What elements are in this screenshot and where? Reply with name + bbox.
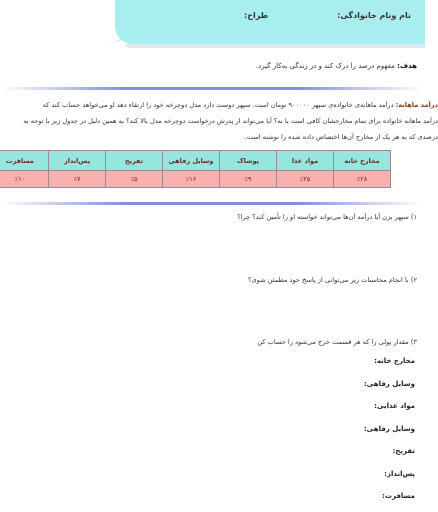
question-2: ۲) با انجام محاسبات زیر می‌توانی از پاسخ خود مطمئن شوی؟ xyxy=(248,276,417,284)
section-divider-top xyxy=(0,87,423,90)
table-value-cell: ٪۹ xyxy=(220,171,277,188)
table-header-cell: تفریح xyxy=(106,151,163,171)
expense-list xyxy=(215,354,415,512)
table-header-cell: پس‌انداز xyxy=(49,151,106,171)
goal-label: هدف: xyxy=(397,62,417,70)
expense-item: وسایل رفاهی: xyxy=(363,424,415,433)
paragraph-line-3: درصدی که به هر یک از مخارج آن‌ها اختصاص داده شده را نوشته است. xyxy=(244,133,438,141)
header-shadow xyxy=(125,44,425,48)
goal-line xyxy=(256,62,417,70)
paragraph-text-1: درآمد ماهانه‌ی خانواده‌ی سپهر ۹۰۰۰۰۰ تومان است. سپهر دوست دارد مدل دوچرخه خود را ارتقاء دهد او می‌خواهد حساب کند که xyxy=(42,101,394,109)
expense-item: پس‌انداز: xyxy=(384,469,415,478)
header-band xyxy=(115,0,425,44)
expense-item: مسافرت: xyxy=(382,492,415,500)
expense-item: مواد غذایی: xyxy=(374,402,415,410)
paragraph-heading: درآمد ماهانه: xyxy=(395,101,438,109)
table-value-cell: ٪۲۸ xyxy=(334,171,391,188)
table-value-cell: ٪۲۵ xyxy=(277,171,334,188)
designer-label: طراح: xyxy=(244,11,269,20)
question-1: ۱) سپهر بزن آیا درآمد آن‌ها می‌تواند خواسته او را تأمین کند؟ چرا؟ xyxy=(237,213,417,221)
table-header-cell: مواد غذا xyxy=(277,151,334,171)
table-value-cell: ٪۱۶ xyxy=(163,171,220,188)
section-divider-bottom xyxy=(0,202,423,205)
table-header-cell: وسایل رفاهی xyxy=(163,151,220,171)
table-header-row xyxy=(0,151,391,171)
paragraph-line-1 xyxy=(0,97,438,113)
question-3: ۳) مقدار پولی را که هر قسمت خرج می‌شود را حساب کن xyxy=(257,338,417,346)
goal-text: مفهوم درصد را درک کند و در زندگی به‌کار گیرد. xyxy=(255,62,395,70)
name-label: نام ونام خانوادگی: xyxy=(337,11,411,20)
budget-table xyxy=(0,150,391,188)
table-header-cell: مخارج خانه xyxy=(334,151,391,171)
table-value-cell: ٪۵ xyxy=(106,171,163,188)
expense-item: مخارج خانه: xyxy=(374,357,415,365)
expense-item: وسایل رفاهی: xyxy=(363,379,415,388)
income-paragraph xyxy=(0,97,438,145)
table-value-cell: ٪۷ xyxy=(49,171,106,188)
table-value-row xyxy=(0,171,391,188)
paragraph-line-2: درآمد ماهانه خانواده برای تمام مخارجشان کافی است یا نه؟ آیا می‌تواند از پدرش درخواست دوچرخه مدل بالا کند؟ به همین دلیل در جدول زیر با توجه به xyxy=(23,117,438,125)
table-header-cell: پوشاک xyxy=(220,151,277,171)
expense-item: تفریح: xyxy=(392,447,415,455)
table-header-cell: مسافرت xyxy=(0,151,49,171)
table-value-cell: ٪۱۰ xyxy=(0,171,49,188)
